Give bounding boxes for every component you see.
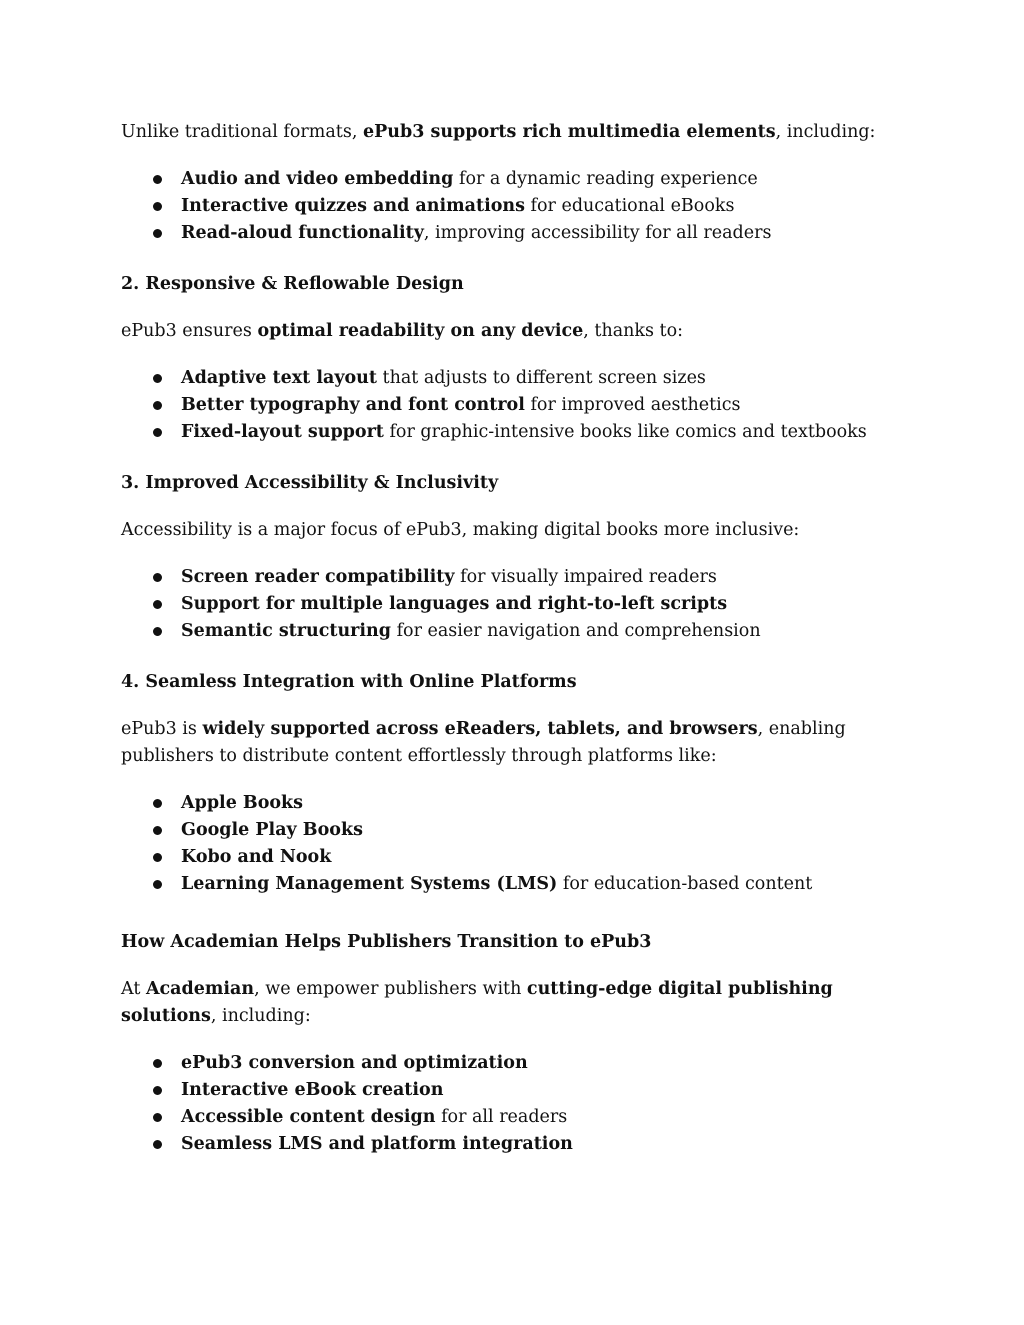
section2-bold-1: optimal readability on any device [257,321,584,341]
list-item [150,844,930,871]
list-item [150,193,930,220]
list-item-bold: Adaptive text layout [181,368,377,388]
list-item [150,817,930,844]
section2-bullet-list [150,365,930,446]
section-heading: 4. Seamless Integration with Online Platforms [121,672,577,692]
bullet-icon [153,853,162,862]
section2-text-1: ePub3 ensures [121,321,258,341]
list-item [150,618,930,645]
section2-text-2: , thanks to: [583,321,684,341]
list-item [150,392,930,419]
list-item [150,1077,930,1104]
bullet-icon [153,1086,162,1095]
bullet-icon [153,627,162,636]
section5-text-1: At [121,979,146,999]
list-item-bold: Semantic structuring [181,621,391,641]
intro-bullet-list [150,166,930,247]
bullet-icon [153,880,162,889]
list-item-bold: Better typography and font control [181,395,525,415]
section5-text-2: , we empower publishers with [254,979,527,999]
bullet-icon [153,826,162,835]
list-item-bold: Fixed-layout support [181,422,384,442]
list-item-bold: Learning Management Systems (LMS) [181,874,558,894]
list-item-bold: Interactive eBook creation [181,1080,444,1100]
list-item [150,166,930,193]
section5-bullet-list [150,1050,930,1158]
section3-bullet-list [150,564,930,645]
section5-bold-1: Academian [145,979,255,999]
list-item-text: for a dynamic reading experience [453,169,758,189]
bullet-icon [153,1113,162,1122]
list-item-text: for visually impaired readers [454,567,717,587]
section2-paragraph [121,318,921,345]
bullet-icon [153,401,162,410]
section-heading: 2. Responsive & Reflowable Design [121,274,464,294]
list-item [150,1050,930,1077]
bullet-icon [153,1140,162,1149]
list-item-bold: Accessible content design [181,1107,436,1127]
list-item [150,790,930,817]
list-item-bold: Seamless LMS and platform integration [181,1134,573,1154]
list-item [150,871,930,898]
intro-text-1: Unlike traditional formats, [121,122,363,142]
bullet-icon [153,202,162,211]
list-item-text: for education-based content [557,874,813,894]
bullet-icon [153,600,162,609]
list-item-bold: ePub3 conversion and optimization [181,1053,528,1073]
list-item-text: for improved aesthetics [524,395,741,415]
intro-text-2: , including: [775,122,876,142]
list-item-text: , improving accessibility for all readers [423,223,772,243]
bullet-icon [153,175,162,184]
section5-paragraph [121,976,911,1030]
section4-bullet-list [150,790,930,898]
list-item [150,365,930,392]
list-item [150,1104,930,1131]
bullet-icon [153,573,162,582]
list-item-bold: Read-aloud functionality [181,223,424,243]
list-item-text: for easier navigation and comprehension [391,621,761,641]
list-item [150,1131,930,1158]
list-item [150,564,930,591]
section4-text-2: , enabling publishers to distribute content effortlessly through platforms like: [121,719,846,766]
list-item-bold: Support for multiple languages and right-to-left scripts [181,594,728,614]
section-heading: How Academian Helps Publishers Transition to ePub3 [121,932,652,952]
list-item-text: that adjusts to different screen sizes [376,368,706,388]
bullet-icon [153,799,162,808]
intro-bold-1: ePub3 supports rich multimedia elements [362,122,776,142]
list-item [150,220,930,247]
list-item-bold: Google Play Books [181,820,363,840]
section4-bold-1: widely supported across eReaders, tablets, and browsers [202,719,758,739]
list-item-bold: Screen reader compatibility [181,567,455,587]
section4-text-1: ePub3 is [121,719,203,739]
section-heading: 3. Improved Accessibility & Inclusivity [121,473,499,493]
bullet-icon [153,229,162,238]
list-item [150,591,930,618]
list-item [150,419,930,446]
list-item-bold: Apple Books [181,793,304,813]
list-item-bold: Interactive quizzes and animations [181,196,525,216]
bullet-icon [153,1059,162,1068]
list-item-text: for educational eBooks [524,196,735,216]
bullet-icon [153,428,162,437]
list-item-text: for graphic-intensive books like comics and textbooks [383,422,867,442]
section5-text-3: , including: [210,1006,311,1026]
list-item-bold: Audio and video embedding [181,169,454,189]
list-item-text: for all readers [435,1107,568,1127]
section4-paragraph [121,716,911,770]
section5-bold-2: cutting-edge digital publishing solutions [121,979,833,1026]
bullet-icon [153,374,162,383]
list-item-bold: Kobo and Nook [181,847,332,867]
section3-paragraph: Accessibility is a major focus of ePub3, making digital books more inclusive: [121,520,800,540]
intro-paragraph [121,119,921,146]
